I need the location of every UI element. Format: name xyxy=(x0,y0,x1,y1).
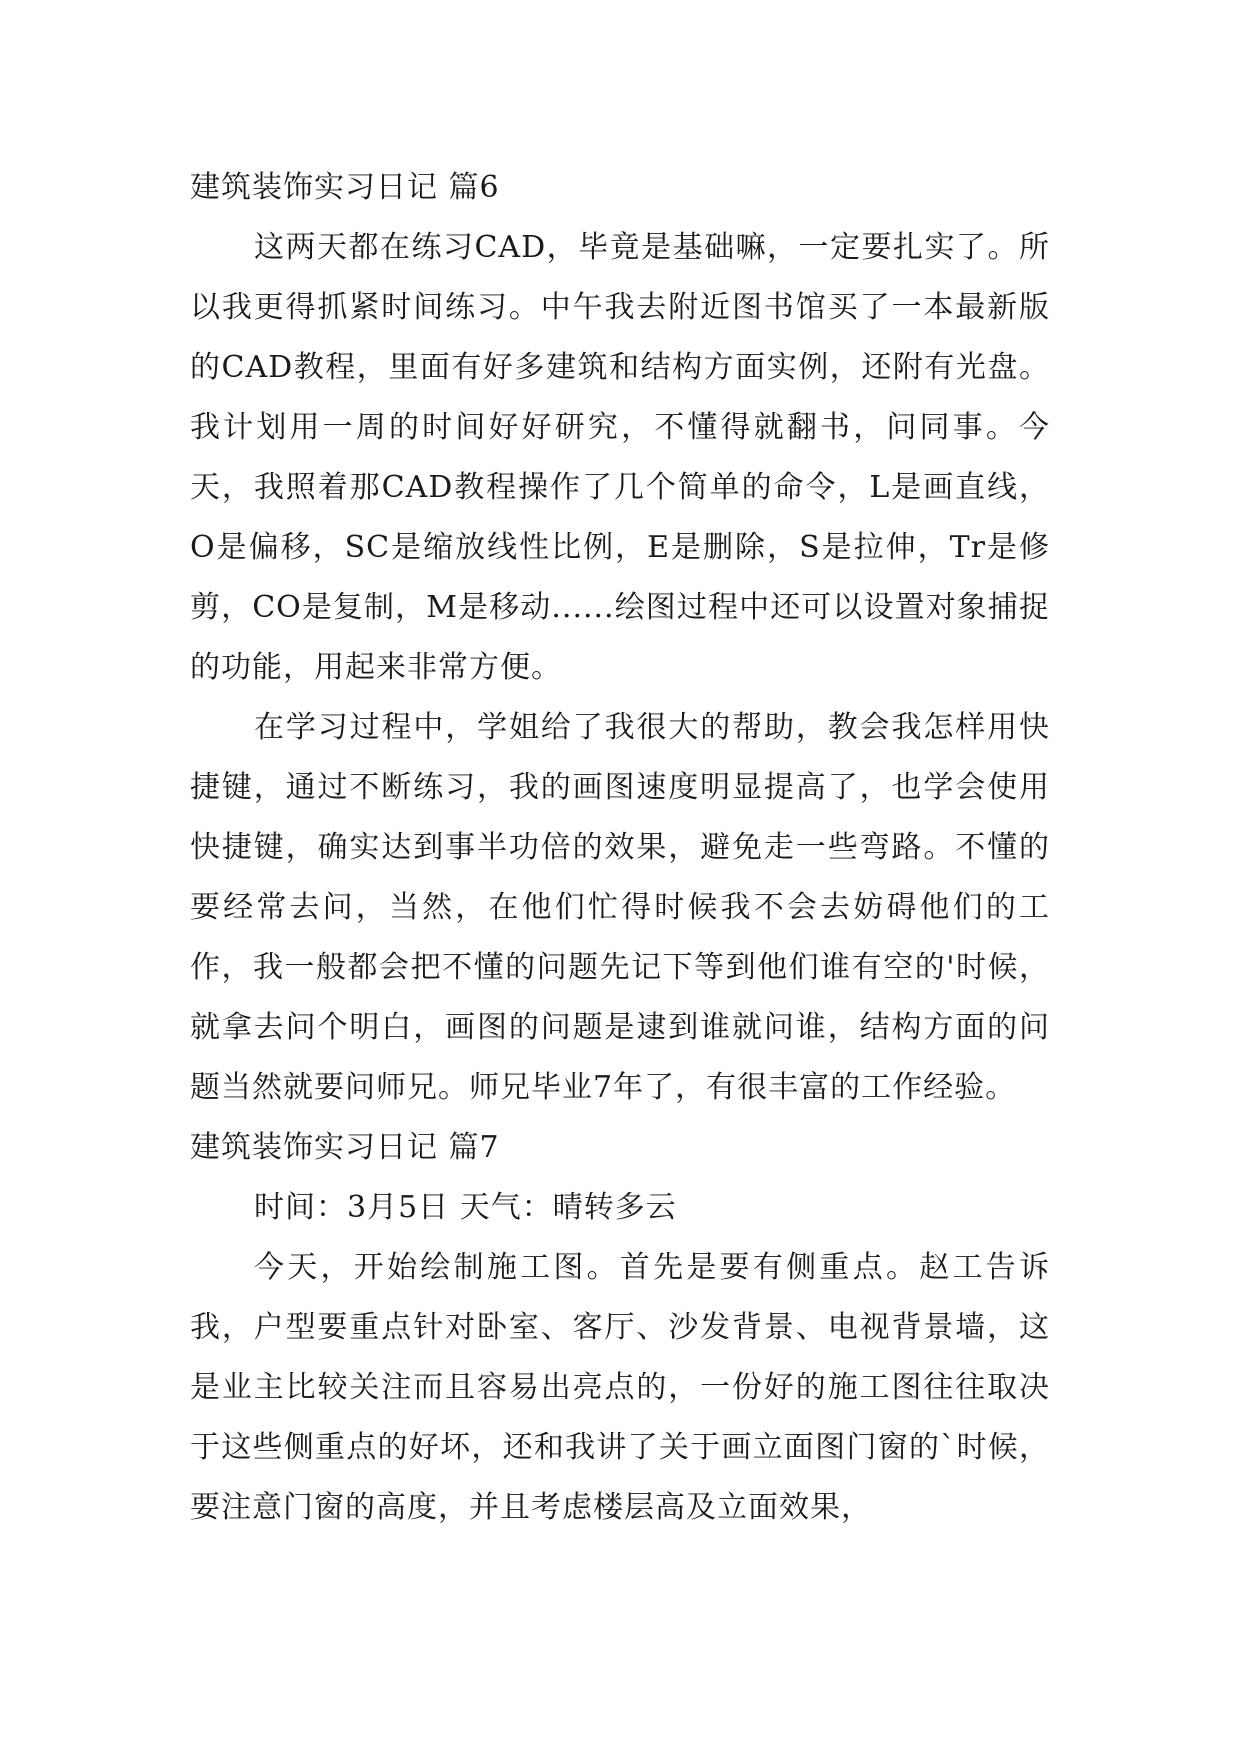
document-body xyxy=(190,158,1050,1538)
section-7-paragraph-1: 今天，开始绘制施工图。首先是要有侧重点。赵工告诉我，户型要重点针对卧室、客厅、沙发背景、电视背景墙，这是业主比较关注而且容易出亮点的，一份好的施工图往往取决于这些侧重点的好坏，还和我讲了关于画立面图门窗的`时候，要注意门窗的高度，并且考虑楼层高及立面效果， xyxy=(190,1250,1050,1525)
section-7-heading: 建筑装饰实习日记 篇7 xyxy=(190,1130,500,1165)
section-6-paragraph-2: 在学习过程中，学姐给了我很大的帮助，教会我怎样用快捷键，通过不断练习，我的画图速度明显提高了，也学会使用快捷键，确实达到事半功倍的效果，避免走一些弯路。不懂的要经常去问，当然，在他们忙得时候我不会去妨碍他们的工作，我一般都会把不懂的问题先记下等到他们谁有空的'时候，就拿去问个明白，画图的问题是逮到谁就问谁，结构方面的问题当然就要问师兄。师兄毕业7年了，有很丰富的工作经验。 xyxy=(190,710,1050,1105)
section-6-paragraph-1: 这两天都在练习CAD，毕竟是基础嘛，一定要扎实了。所以我更得抓紧时间练习。中午我去附近图书馆买了一本最新版的CAD教程，里面有好多建筑和结构方面实例，还附有光盘。我计划用一周的时间好好研究，不懂得就翻书，问同事。今天，我照着那CAD教程操作了几个简单的命令，L是画直线，O是偏移，SC是缩放线性比例，E是删除，S是拉伸，Tr是修剪，CO是复制，M是移动......绘图过程中还可以设置对象捕捉的功能，用起来非常方便。 xyxy=(190,230,1050,685)
section-7-date-weather: 时间：3月5日 天气：晴转多云 xyxy=(254,1190,677,1225)
section-6-heading: 建筑装饰实习日记 篇6 xyxy=(190,170,500,205)
